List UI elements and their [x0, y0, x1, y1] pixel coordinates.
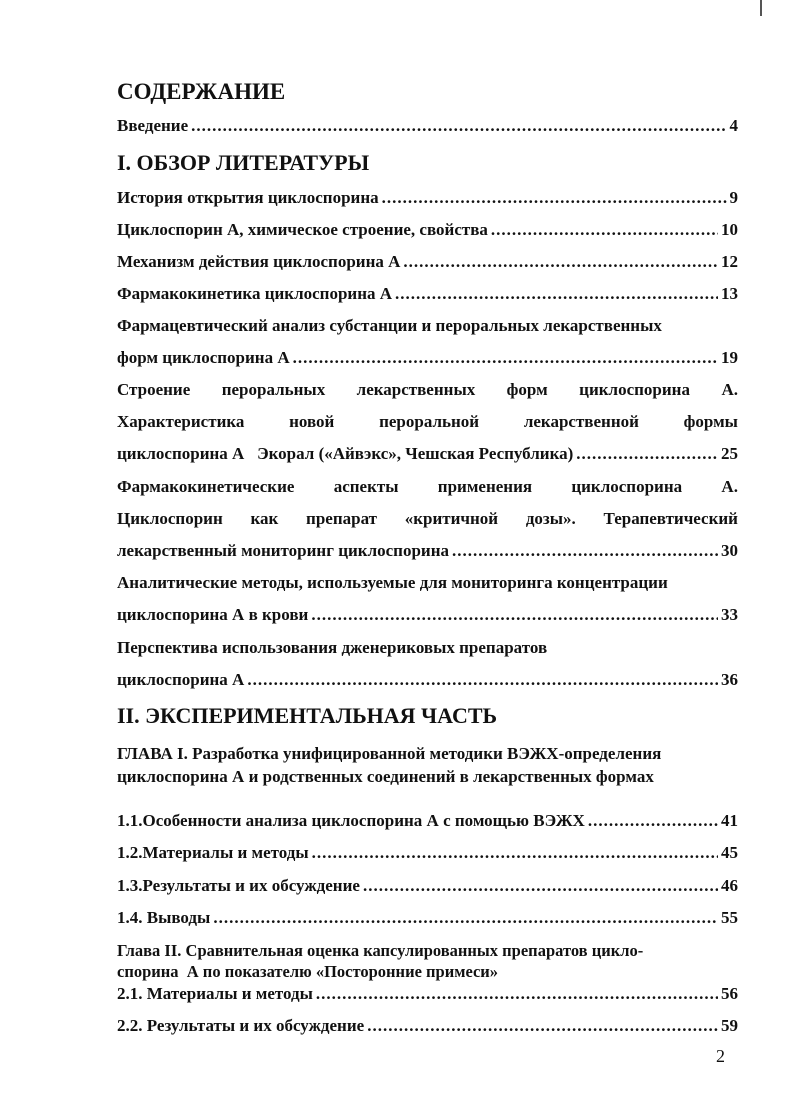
toc-entry-label: 2.2. Результаты и их обсуждение [117, 1016, 365, 1035]
toc-entry-label: форм циклоспорина А [117, 348, 290, 367]
word: пероральных [221, 380, 326, 399]
toc-entry[interactable] [117, 876, 738, 896]
toc-entry-page: 19 [721, 348, 738, 367]
dot-leader [367, 1016, 718, 1036]
toc-entry-label: Циклоспорин А, химическое строение, свойства [117, 220, 488, 239]
toc-entry-page: 56 [721, 984, 738, 1003]
scan-edge-mark [760, 0, 762, 16]
page-title: СОДЕРЖАНИЕ [117, 79, 286, 104]
toc-entry-page: 25 [721, 444, 738, 463]
toc-entry-label: Фармакокинетика циклоспорина А [117, 284, 393, 303]
dot-leader [191, 116, 726, 136]
dot-leader [576, 444, 718, 464]
word: Характеристика [117, 412, 245, 431]
word: Строение [117, 380, 191, 399]
dot-leader [311, 605, 718, 625]
word: новой [289, 412, 335, 431]
toc-entry-label: 1.1.Особенности анализа циклоспорина А с помощью ВЭЖХ [117, 811, 585, 830]
toc-entry[interactable] [117, 284, 738, 304]
dot-leader [382, 188, 727, 208]
toc-entry-label: циклоспорина А [117, 670, 245, 689]
toc-entry[interactable] [117, 984, 738, 1004]
word: аспекты [333, 477, 399, 496]
word: Циклоспорин [117, 509, 223, 528]
chapter-heading-line: Глава II. Сравнительная оценка капсулированных препаратов цикло- [117, 941, 644, 960]
toc-entry-page: 12 [721, 252, 738, 271]
toc-entry-line: Аналитические методы, используемые для мониторинга концентрации [117, 573, 668, 592]
chapter-heading-line: циклоспорина А и родственных соединений в лекарственных формах [117, 767, 654, 786]
word: пероральной [379, 412, 480, 431]
toc-entry[interactable] [117, 605, 738, 625]
word: препарат [306, 509, 377, 528]
page-number: 2 [716, 1046, 725, 1066]
toc-entry[interactable] [117, 541, 738, 561]
chapter-heading-line: спорина А по показателю «Посторонние примеси» [117, 962, 499, 981]
toc-entry-line [117, 412, 738, 432]
word: формы [683, 412, 738, 431]
toc-entry-line: Фармацевтический анализ субстанции и пероральных лекарственных [117, 316, 662, 335]
toc-entry-page: 9 [729, 188, 738, 207]
toc-entry[interactable] [117, 444, 738, 464]
dot-leader [403, 252, 718, 272]
toc-entry-label: 1.2.Материалы и методы [117, 843, 309, 862]
toc-entry-page: 10 [721, 220, 738, 239]
dot-leader [491, 220, 718, 240]
word: Фармакокинетические [117, 477, 295, 496]
dot-leader [452, 541, 718, 561]
word: лекарственных [356, 380, 476, 399]
section-heading-literature: I. ОБЗОР ЛИТЕРАТУРЫ [117, 150, 370, 175]
word: лекарственной [523, 412, 639, 431]
word: форм [506, 380, 548, 399]
word: А. [721, 477, 738, 496]
dot-leader [588, 811, 718, 831]
toc-entry-page: 4 [729, 116, 738, 135]
dot-leader [213, 908, 718, 928]
toc-entry-intro[interactable] [117, 116, 738, 136]
dot-leader [316, 984, 718, 1004]
dot-leader [293, 348, 718, 368]
section-heading-experimental: II. ЭКСПЕРИМЕНТАЛЬНАЯ ЧАСТЬ [117, 703, 498, 728]
toc-entry[interactable] [117, 670, 738, 690]
chapter-heading-line: ГЛАВА I. Разработка унифицированной методики ВЭЖХ-определения [117, 744, 662, 763]
toc-entry-label: Введение [117, 116, 189, 135]
toc-entry-line [117, 477, 738, 497]
toc-entry-page: 45 [721, 843, 738, 862]
toc-entry[interactable] [117, 908, 738, 928]
toc-entry[interactable] [117, 843, 738, 863]
word: применения [437, 477, 533, 496]
toc-entry[interactable] [117, 252, 738, 272]
word: циклоспорина [579, 380, 690, 399]
toc-entry-label: 2.1. Материалы и методы [117, 984, 313, 1003]
dot-leader [395, 284, 718, 304]
toc-entry-page: 33 [721, 605, 738, 624]
word: «критичной [404, 509, 499, 528]
toc-entry-label: Механизм действия циклоспорина А [117, 252, 401, 271]
toc-entry-line [117, 380, 738, 400]
toc-entry[interactable] [117, 811, 738, 831]
word: А. [721, 380, 738, 399]
toc-entry-page: 36 [721, 670, 738, 689]
toc-entry-page: 30 [721, 541, 738, 560]
toc-entry-label: циклоспорина А в крови [117, 605, 309, 624]
toc-entry-line [117, 509, 738, 529]
toc-entry-label: 1.3.Результаты и их обсуждение [117, 876, 360, 895]
toc-entry-page: 46 [721, 876, 738, 895]
word: циклоспорина [571, 477, 683, 496]
dot-leader [363, 876, 718, 896]
toc-entry-page: 41 [721, 811, 738, 830]
toc-entry-label: История открытия циклоспорина [117, 188, 379, 207]
toc-entry-page: 13 [721, 284, 738, 303]
toc-entry[interactable] [117, 188, 738, 208]
toc-entry[interactable] [117, 1016, 738, 1036]
word: Терапевтический [603, 509, 738, 528]
dot-leader [312, 843, 718, 863]
toc-entry[interactable] [117, 220, 738, 240]
toc-entry-page: 59 [721, 1016, 738, 1035]
word: как [250, 509, 279, 528]
word: дозы». [525, 509, 576, 528]
toc-entry-line: Перспектива использования дженериковых препаратов [117, 638, 548, 657]
toc-entry-label: циклоспорина А Экорал («Айвэкс», Чешская Республика) [117, 444, 574, 463]
toc-entry-page: 55 [721, 908, 738, 927]
toc-entry[interactable] [117, 348, 738, 368]
dot-leader [247, 670, 718, 690]
toc-entry-label: лекарственный мониторинг циклоспорина [117, 541, 449, 560]
toc-entry-label: 1.4. Выводы [117, 908, 211, 927]
